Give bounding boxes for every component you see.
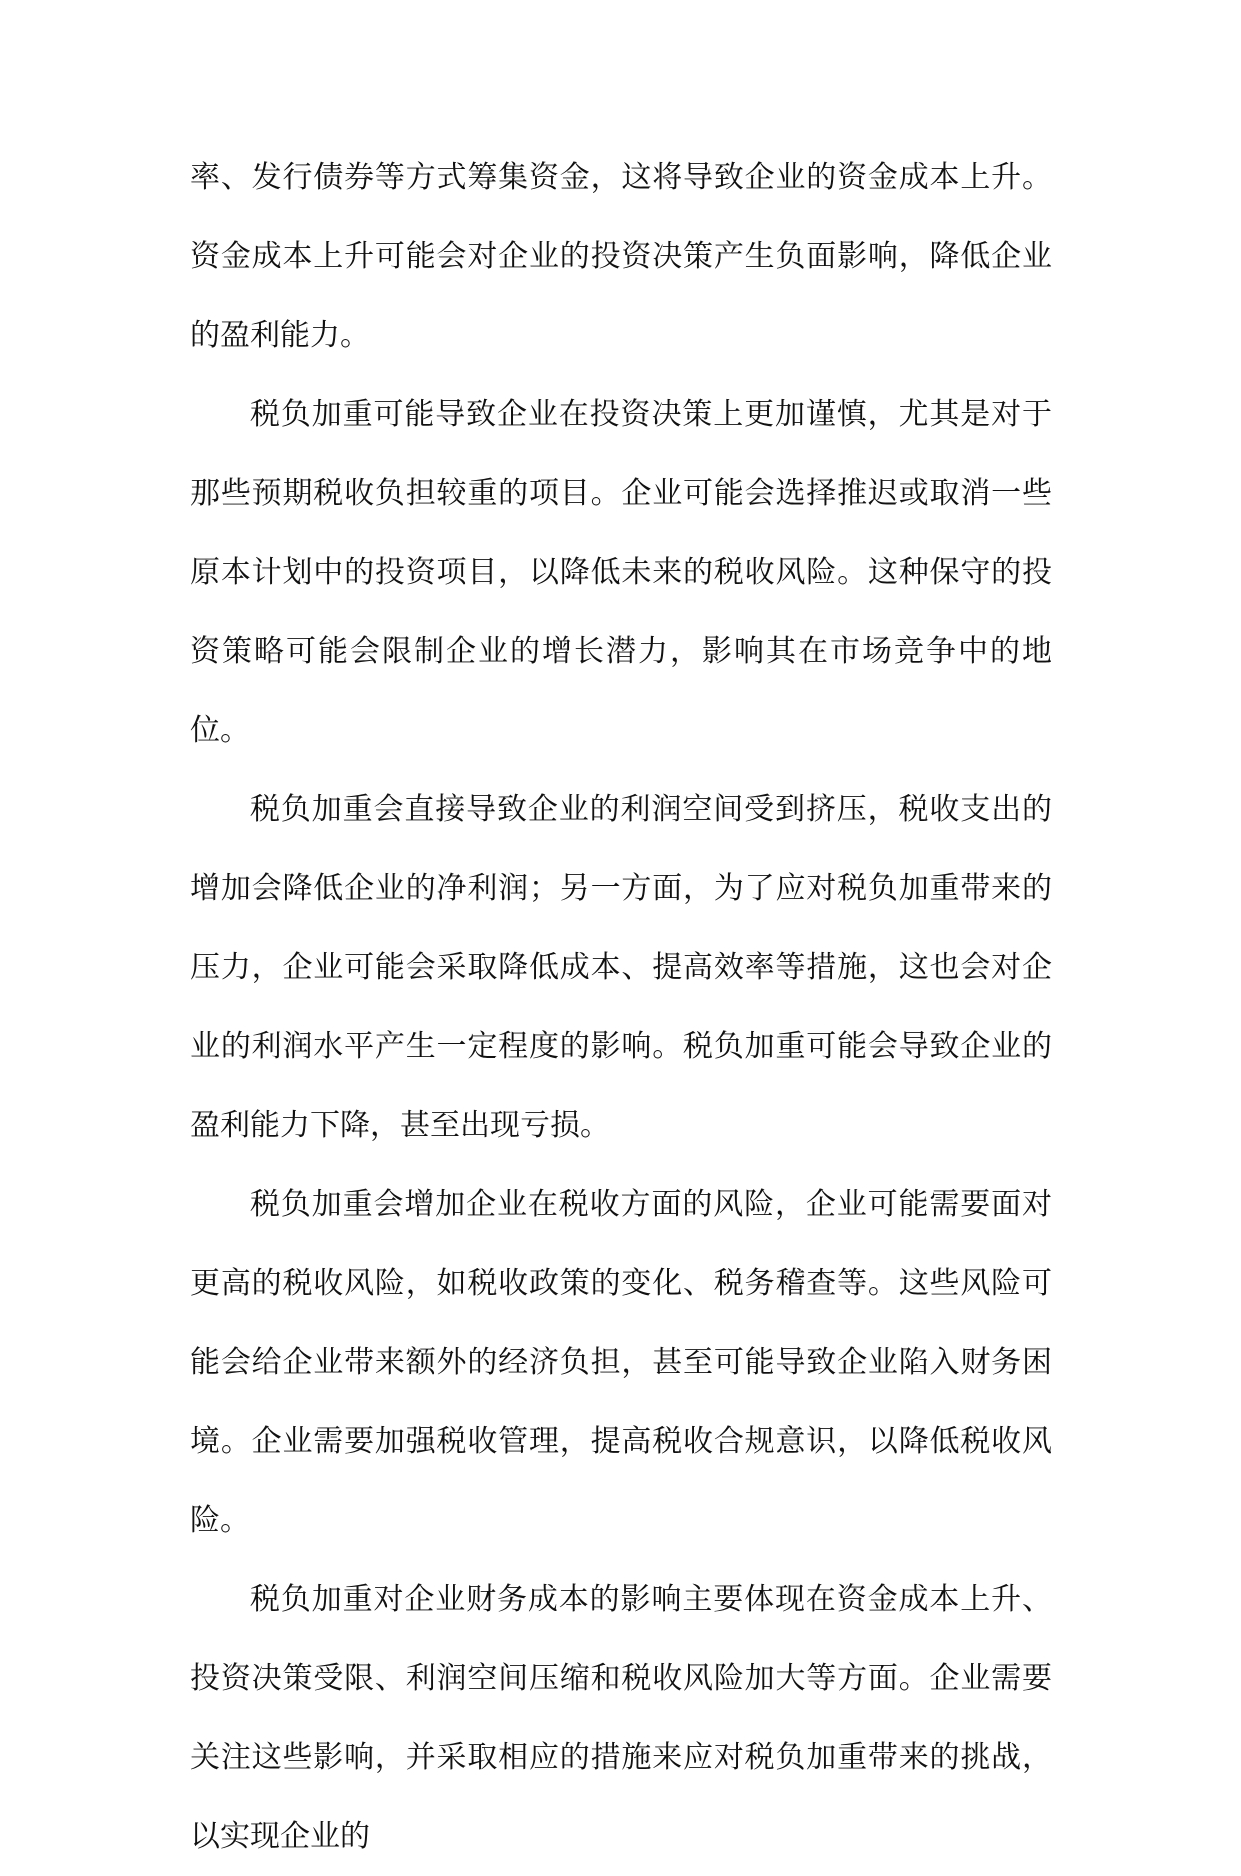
body-text xyxy=(190,138,1052,1876)
paragraph-summary: 税负加重对企业财务成本的影响主要体现在资金成本上升、投资决策受限、利润空间压缩和税收风险加大等方面。企业需要关注这些影响，并采取相应的措施来应对税负加重带来的挑战，以实现企业的 xyxy=(190,1582,1052,1854)
paragraph-investment-decisions: 税负加重可能导致企业在投资决策上更加谨慎，尤其是对于那些预期税收负担较重的项目。企业可能会选择推迟或取消一些原本计划中的投资项目，以降低未来的税收风险。这种保守的投资策略可能会限制企业的增长潜力，影响其在市场竞争中的地位。 xyxy=(190,397,1052,748)
paragraph-profit-margin: 税负加重会直接导致企业的利润空间受到挤压，税收支出的增加会降低企业的净利润；另一方面，为了应对税负加重带来的压力，企业可能会采取降低成本、提高效率等措施，这也会对企业的利润水平产生一定程度的影响。税负加重可能会导致企业的盈利能力下降，甚至出现亏损。 xyxy=(190,792,1052,1143)
paragraph-tax-risk: 税负加重会增加企业在税收方面的风险，企业可能需要面对更高的税收风险，如税收政策的变化、税务稽查等。这些风险可能会给企业带来额外的经济负担，甚至可能导致企业陷入财务困境。企业需要加强税收管理，提高税收合规意识，以降低税收风险。 xyxy=(190,1187,1052,1538)
paragraph-continued: 率、发行债券等方式筹集资金，这将导致企业的资金成本上升。资金成本上升可能会对企业的投资决策产生负面影响，降低企业的盈利能力。 xyxy=(190,160,1052,353)
